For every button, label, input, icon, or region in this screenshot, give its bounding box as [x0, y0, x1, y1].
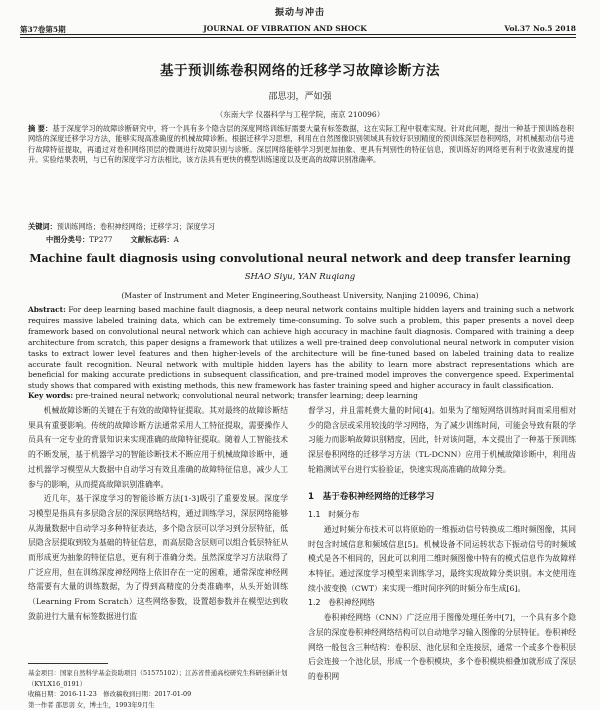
- keywords-cn: [28, 222, 574, 232]
- header-rule: [20, 34, 576, 35]
- abstract-en: [28, 305, 574, 392]
- abstract-label-cn: 摘 要：: [28, 124, 52, 133]
- footnote: [28, 668, 288, 710]
- footnote-author: 第一作者 邵思羽 女，博士生，1993年9月生: [28, 700, 288, 710]
- keywords-text-cn: 预训练网络；卷积神经网络；迁移学习；深度学习: [57, 222, 215, 231]
- doc-code-value: A: [174, 235, 179, 244]
- document-code: [131, 235, 179, 245]
- authors-cn: 邵思羽，严如强: [0, 89, 600, 102]
- paper-title-en: Machine fault diagnosis using convolutional neural network and deep transfer learning: [0, 252, 600, 265]
- keywords-label-cn: 关键词：: [28, 222, 57, 231]
- abstract-text-en: For deep learning based machine fault diagnosis, a deep neural network contains multiple hidden layers and training such a network requires massive labeled training data, which can be extremely time-consuming. To solve such a problem, this paper presents a novel deep framework based on convolutional neural network which can achieve high accuracy in machine fault diagnosis. Compared with training a deep architecture from scratch, this paper designs a framework that utilizes a well pre-trained deep convolutional neural network in computer vision tasks to extract lower level features and then higher-levels of the architecture will be fine-tuned based on labeled training data to realize accurate fault recognition. Neural network with multiple hidden layers has the ability to learn more abstract representations which are beneficial for making accurate predictions in subsequent classification, and pre-trained model improves the convergence speed. Experimental study shows that compared with existing methods, this new framework has faster training speed and higher accuracy in fault classification.: [28, 305, 574, 390]
- journal-name-cn: 振动与冲击: [0, 5, 600, 18]
- abstract-label-en: Abstract:: [28, 305, 66, 314]
- footnote-fund: 基金项目：国家自然科学基金资助项目（51575102）；江苏省普通高校研究生科研创新计划（KYLX16_0191）: [28, 668, 288, 689]
- footnote-received: 收稿日期：2016-11-23 修改稿收到日期：2017-01-09: [28, 689, 288, 700]
- journal-name-en: JOURNAL OF VIBRATION AND SHOCK: [203, 24, 367, 35]
- clc-label: 中图分类号：: [46, 235, 89, 244]
- keywords-en: [28, 391, 574, 400]
- body-paragraph: 近几年，基于深度学习的智能诊断方法[1-3]吸引了重要发展。深度学习模型是指具有多层隐含层的深层网络结构，通过训练学习，深层网络能够从海量数据中自动学习多种特征表达，多个隐含层可以学习到分层特征，低层隐含层提取到较为基础的特征信息，而高层隐含层则可以组合低层特征从而形成更为抽象的特征信息，更有利于准确分类。虽然深度学习方法取得了广泛应用，但在训练深度神经网络上依旧存在一定的困难，通常深度神经网络需要有大量的训练数据，为了得到高精度的分类准确率，从头开始训练（Learning From Scratch）这些网络参数，设置超参数并在模型达到收敛前进行大量有标签数据进行监: [28, 492, 288, 624]
- body-paragraph: 机械故障诊断的关键在于有效的故障特征提取。其对最终的故障诊断结果具有重要影响。传统的故障诊断方法通常采用人工特征提取，需要操作人员具有一定专业的背景知识来实现准确的故障特征提取。随着人工智能技术的不断发展，基于机器学习的智能诊断技术不断应用于机械故障诊断中，通过机器学习模型从大数据中自动学习有效且准确的故障特征信息，减少人工参与的影响，从而提高故障识别准确率。: [28, 404, 288, 492]
- subsection-heading-1-2: 1.2 卷积神经网络: [308, 596, 576, 611]
- subsection-heading-1-1: 1.1 时频分布: [308, 508, 576, 523]
- header-rule-thin: [20, 37, 576, 38]
- keywords-text-en: pre-trained neural network; convolutional neural network; transfer learning; deep learning: [75, 391, 417, 400]
- affiliation-en: (Master of Instrument and Meter Engineering,Southeast University, Nanjing 210096, China): [0, 291, 600, 300]
- body-paragraph: 通过时频分布技术可以将原始的一维振动信号转换成二维时频图像，其同时包含时域信息和频域信息[5]。机械设备不同运转状态下振动信号的时频域模式是各不相同的，因此可以利用二维时频图像中特有的模式信息作为故障样本特征。通过深度学习模型来训练学习，最终实现故障分类识别。本文使用连续小波变换（CWT）来实现一维时间序列的时频分布生成[6]。: [308, 523, 576, 597]
- body-column-left: [28, 404, 288, 625]
- authors-en: SHAO Siyu, YAN Ruqiang: [0, 272, 600, 282]
- footnote-rule: [28, 663, 108, 664]
- section-heading-1: 1 基于卷积神经网络的迁移学习: [308, 490, 576, 505]
- doc-code-label: 文献标志码：: [131, 235, 174, 244]
- volume-issue-en: Vol.37 No.5 2018: [504, 24, 576, 35]
- body-column-right: [308, 404, 576, 685]
- classification-line: [46, 235, 179, 245]
- clc-number: [46, 235, 113, 245]
- body-paragraph: 督学习，并且需耗费大量的时间[4]。如果为了缩短网络训练时间而采用相对少的隐含层或采用较浅的学习网络，为了减少训练时间，可能会导致有限的学习能力而影响故障识别精度，因此，针对该问题，本文提出了一种基于预训练深层卷积网络的迁移学习方法（TL-DCNN）应用于机械故障诊断中，利用齿轮箱测试平台进行实验验证，快速实现高准确的故障分类。: [308, 404, 576, 478]
- body-paragraph: 卷积神经网络（CNN）广泛应用于图像处理任务中[7]，一个具有多个隐含层的深度卷积神经网络结构可以自动地学习输入图像的分层特征。卷积神经网络一般包含三种结构：卷积层、池化层和全连接层，通常一个或多个卷积层后会连接一个池化层，形成一个卷积模块，多个卷积模块相叠加就形成了深层的卷积网: [308, 611, 576, 685]
- clc-value: TP277: [89, 235, 112, 244]
- abstract-cn: [28, 124, 574, 165]
- abstract-text-cn: 基于深度学习的故障诊断研究中，将一个具有多个隐含层的深度网络训练好需要大量有标签数据，这在实际工程中很难实现。针对此问题，提出一种基于预训练卷积网络的深度迁移学习方法，能够实现高准确度的机械故障诊断。根据迁移学习思想，利用在自然图像识别领域具有较好识别精度的预训练深层卷积网络，对机械振动信号进行故障特征提取，再通过对卷积网络顶层的微调进行故障识别与诊断。深层网络能够学习到更加抽象、更具有判别性的特征信息，预训练好的网络更有利于收敛速度的提升。实验结果表明，与已有的深度学习方法相比，该方法具有更快的模型训练速度以及更高的故障识别准确率。: [28, 124, 574, 164]
- paper-title-cn: 基于预训练卷积网络的迁移学习故障诊断方法: [0, 59, 600, 79]
- keywords-label-en: Key words:: [28, 391, 73, 400]
- affiliation-cn: （东南大学 仪器科学与工程学院，南京 210096）: [0, 109, 600, 120]
- volume-issue-cn: 第37卷第5期: [20, 24, 66, 35]
